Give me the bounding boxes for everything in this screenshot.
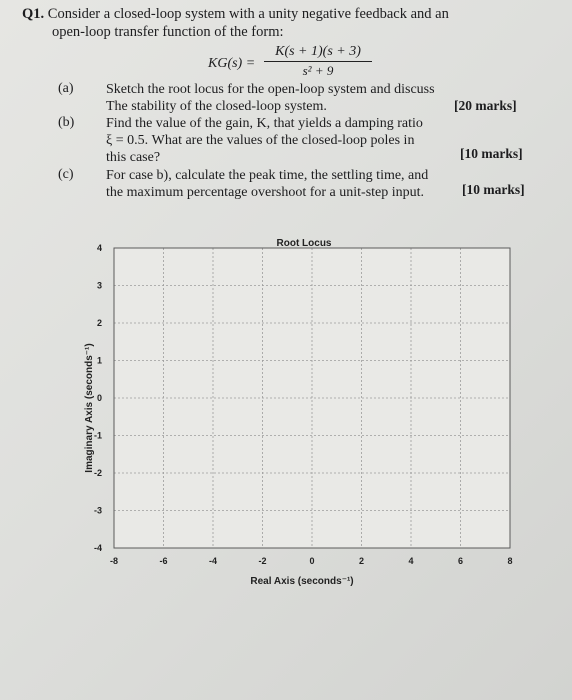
root-locus-chart [82,236,542,596]
question-number: Q1. [22,6,45,22]
part-a-text [106,81,435,115]
x-tick-label: 4 [408,556,414,566]
x-tick-label: -4 [208,556,218,566]
part-a-line-1: Sketch the root locus for the open-loop system and discuss [106,82,435,97]
chart-title: Root Locus [276,238,332,249]
part-c-text [106,167,428,201]
x-tick-label: 0 [309,556,315,566]
question-line-1: Consider a closed-loop system with a unity negative feedback and an [47,6,449,22]
y-tick-label: 4 [96,243,102,253]
part-a-label: (a) [58,81,74,96]
y-tick-label: 2 [96,318,102,328]
equation-fraction [264,44,372,79]
y-tick-label: -1 [93,430,102,441]
x-axis-label: Real Axis (seconds⁻¹) [250,576,354,587]
y-tick-label: -3 [93,505,102,516]
y-tick-label: 0 [96,393,102,403]
part-c-line-1: For case b), calculate the peak time, the settling time, and [106,168,429,183]
part-b-marks: [10 marks] [460,146,523,161]
x-tick-label: -8 [109,556,119,566]
part-b-label: (b) [58,115,75,130]
y-tick-label: -4 [93,543,102,553]
part-b-line-1: Find the value of the gain, K, that yields a damping ratio [106,116,423,131]
question-line-2: open-loop transfer function of the form: [52,24,284,40]
part-c-line-2: the maximum percentage overshoot for a unit-step input. [106,185,425,200]
part-c-marks: [10 marks] [462,182,525,197]
x-tick-label: -2 [258,556,267,566]
fraction-bar [264,61,372,62]
x-tick-label: -6 [159,556,168,566]
x-tick-label: 8 [507,556,513,566]
equation-numerator: K(s + 1)(s + 3) [275,44,361,59]
part-b-line-2: ξ = 0.5. What are the values of the closed-loop poles in [106,133,415,148]
x-tick-label: 6 [457,556,464,566]
x-tick-label: 2 [358,556,365,566]
y-tick-label: -2 [93,468,102,478]
root-locus-svg [82,236,542,596]
part-b-line-3: this case? [106,150,161,165]
y-tick-label: 1 [96,355,102,366]
part-c-label: (c) [58,167,74,182]
question-heading [22,6,449,23]
equation-lhs: KG(s) = [208,56,256,71]
y-axis-label: Imaginary Axis (seconds⁻¹) [84,343,95,473]
part-a-line-2: The stability of the closed-loop system. [106,99,327,114]
y-tick-label: 3 [96,280,102,291]
part-a-marks: [20 marks] [454,98,517,113]
equation-denominator: s² + 9 [302,63,334,78]
part-b-text [106,115,423,166]
